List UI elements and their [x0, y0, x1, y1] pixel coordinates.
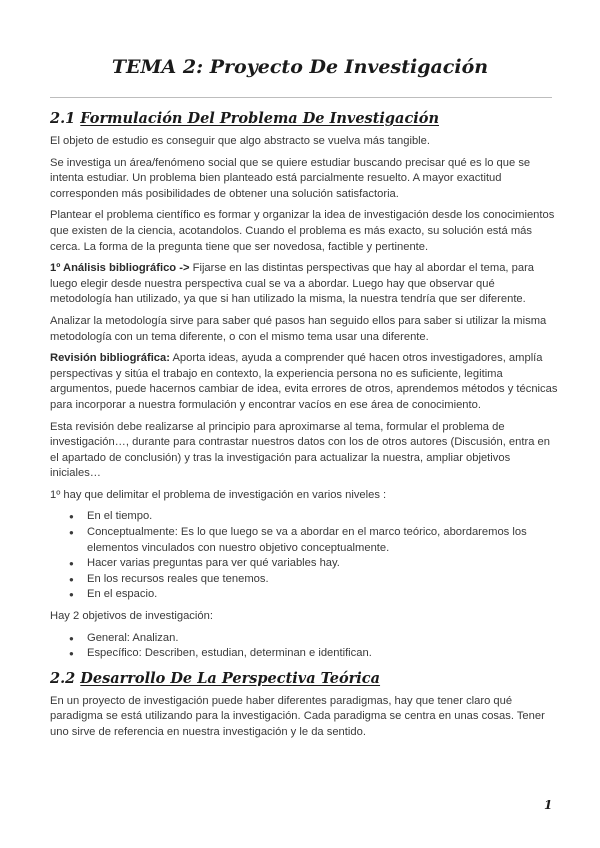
section-heading-2-1	[50, 108, 558, 130]
section-number: 2.2	[50, 669, 76, 687]
paragraph: Plantear el problema científico es formar y organizar la idea de investigación desde los conocimientos que existen de la ciencia, acotandolos. Cuando el problema es más exacto, su solución está más cerca. La forma de la pregunta tiene que ser novedosa, factible y pertinente.	[50, 209, 555, 253]
paragraph: Analizar la metodología sirve para saber qué pasos han seguido ellos para saber si utilizar la misma metodología con un tema diferente, o con el mismo tema usar una diferente.	[50, 314, 547, 343]
levels-list	[50, 509, 558, 603]
bold-lead: 1º Análisis bibliográfico ->	[50, 262, 190, 275]
paragraph-text: Fijarse en las distintas perspectivas que hay al abordar el tema, para luego elegir desde nuestra perspectiva cual se va a abordar. Luego hay que observar qué metodología han utilizado, ya que si han utilizado la misma, la nuestra tendría que ser diferente.	[50, 262, 535, 306]
paragraph-text: Aporta ideas, ayuda a comprender qué hacen otros investigadores, amplía perspectivas y sitúa el trabajo en contexto, la experiencia persona no es suficiente, legitima argumentos, puede hacernos cambiar de idea, evita errores de otros, aprendemos métodos y técnicas para incorporar a nuestra formulación y encontrar vacíos en ese área de conocimiento.	[50, 352, 558, 411]
paragraph: Esta revisión debe realizarse al principio para aproximarse al tema, formular el problema de investigación…, durante para contrastar nuestros datos con los de otros autores (Discusión, entra en el apartado de conclusión) y tras la investigación para actualizar la nuestra, ampliar objetivos iniciales…	[50, 420, 550, 480]
paragraph: Hay 2 objetivos de investigación:	[50, 610, 213, 623]
list-item: ● En el espacio.	[87, 587, 558, 603]
objectives-list	[50, 631, 558, 662]
paragraph	[50, 351, 558, 413]
section-heading-2-2	[50, 668, 558, 690]
list-item: ● En los recursos reales que tenemos.	[87, 572, 558, 588]
section-title: Desarrollo De La Perspectiva Teórica	[80, 669, 381, 687]
page-number: 1	[544, 798, 553, 812]
paragraph	[50, 261, 558, 308]
section-title: Formulación Del Problema De Investigación	[80, 110, 440, 127]
list-item: ● Específico: Describen, estudian, determinan e identifican.	[87, 646, 558, 662]
document-body	[50, 108, 558, 747]
list-item: ● General: Analizan.	[87, 631, 558, 647]
page-title: TEMA 2: Proyecto De Investigación	[111, 56, 489, 78]
paragraph: En un proyecto de investigación puede haber diferentes paradigmas, hay que tener claro qué paradigma se está utilizando para la investigación. Cada paradigma se centra en unas cosas. Tener uno sirve de referencia en nuestra investigación y le da sentido.	[50, 694, 545, 738]
list-item: ● Conceptualmente: Es lo que luego se va a abordar en el marco teórico, abordaremos los elementos vinculados con nuestro objetivo conceptualmente.	[87, 525, 558, 556]
paragraph: El objeto de estudio es conseguir que algo abstracto se vuelva más tangible.	[50, 135, 430, 147]
list-item: ● En el tiempo.	[87, 509, 558, 525]
bold-lead: Revisión bibliográfica:	[50, 352, 170, 365]
title-divider	[50, 97, 552, 98]
paragraph: 1º hay que delimitar el problema de investigación en varios niveles :	[50, 488, 387, 501]
paragraph: Se investiga un área/fenómeno social que se quiere estudiar buscando precisar qué es lo que se intenta estudiar. Un problema bien planteado está parcialmente resuelto. A mayor exactitud corresponden más posibilidades de obtener una solución satisfactoria.	[50, 156, 531, 200]
list-item: ● Hacer varias preguntas para ver qué variables hay.	[87, 556, 558, 572]
section-number: 2.1	[50, 110, 76, 127]
